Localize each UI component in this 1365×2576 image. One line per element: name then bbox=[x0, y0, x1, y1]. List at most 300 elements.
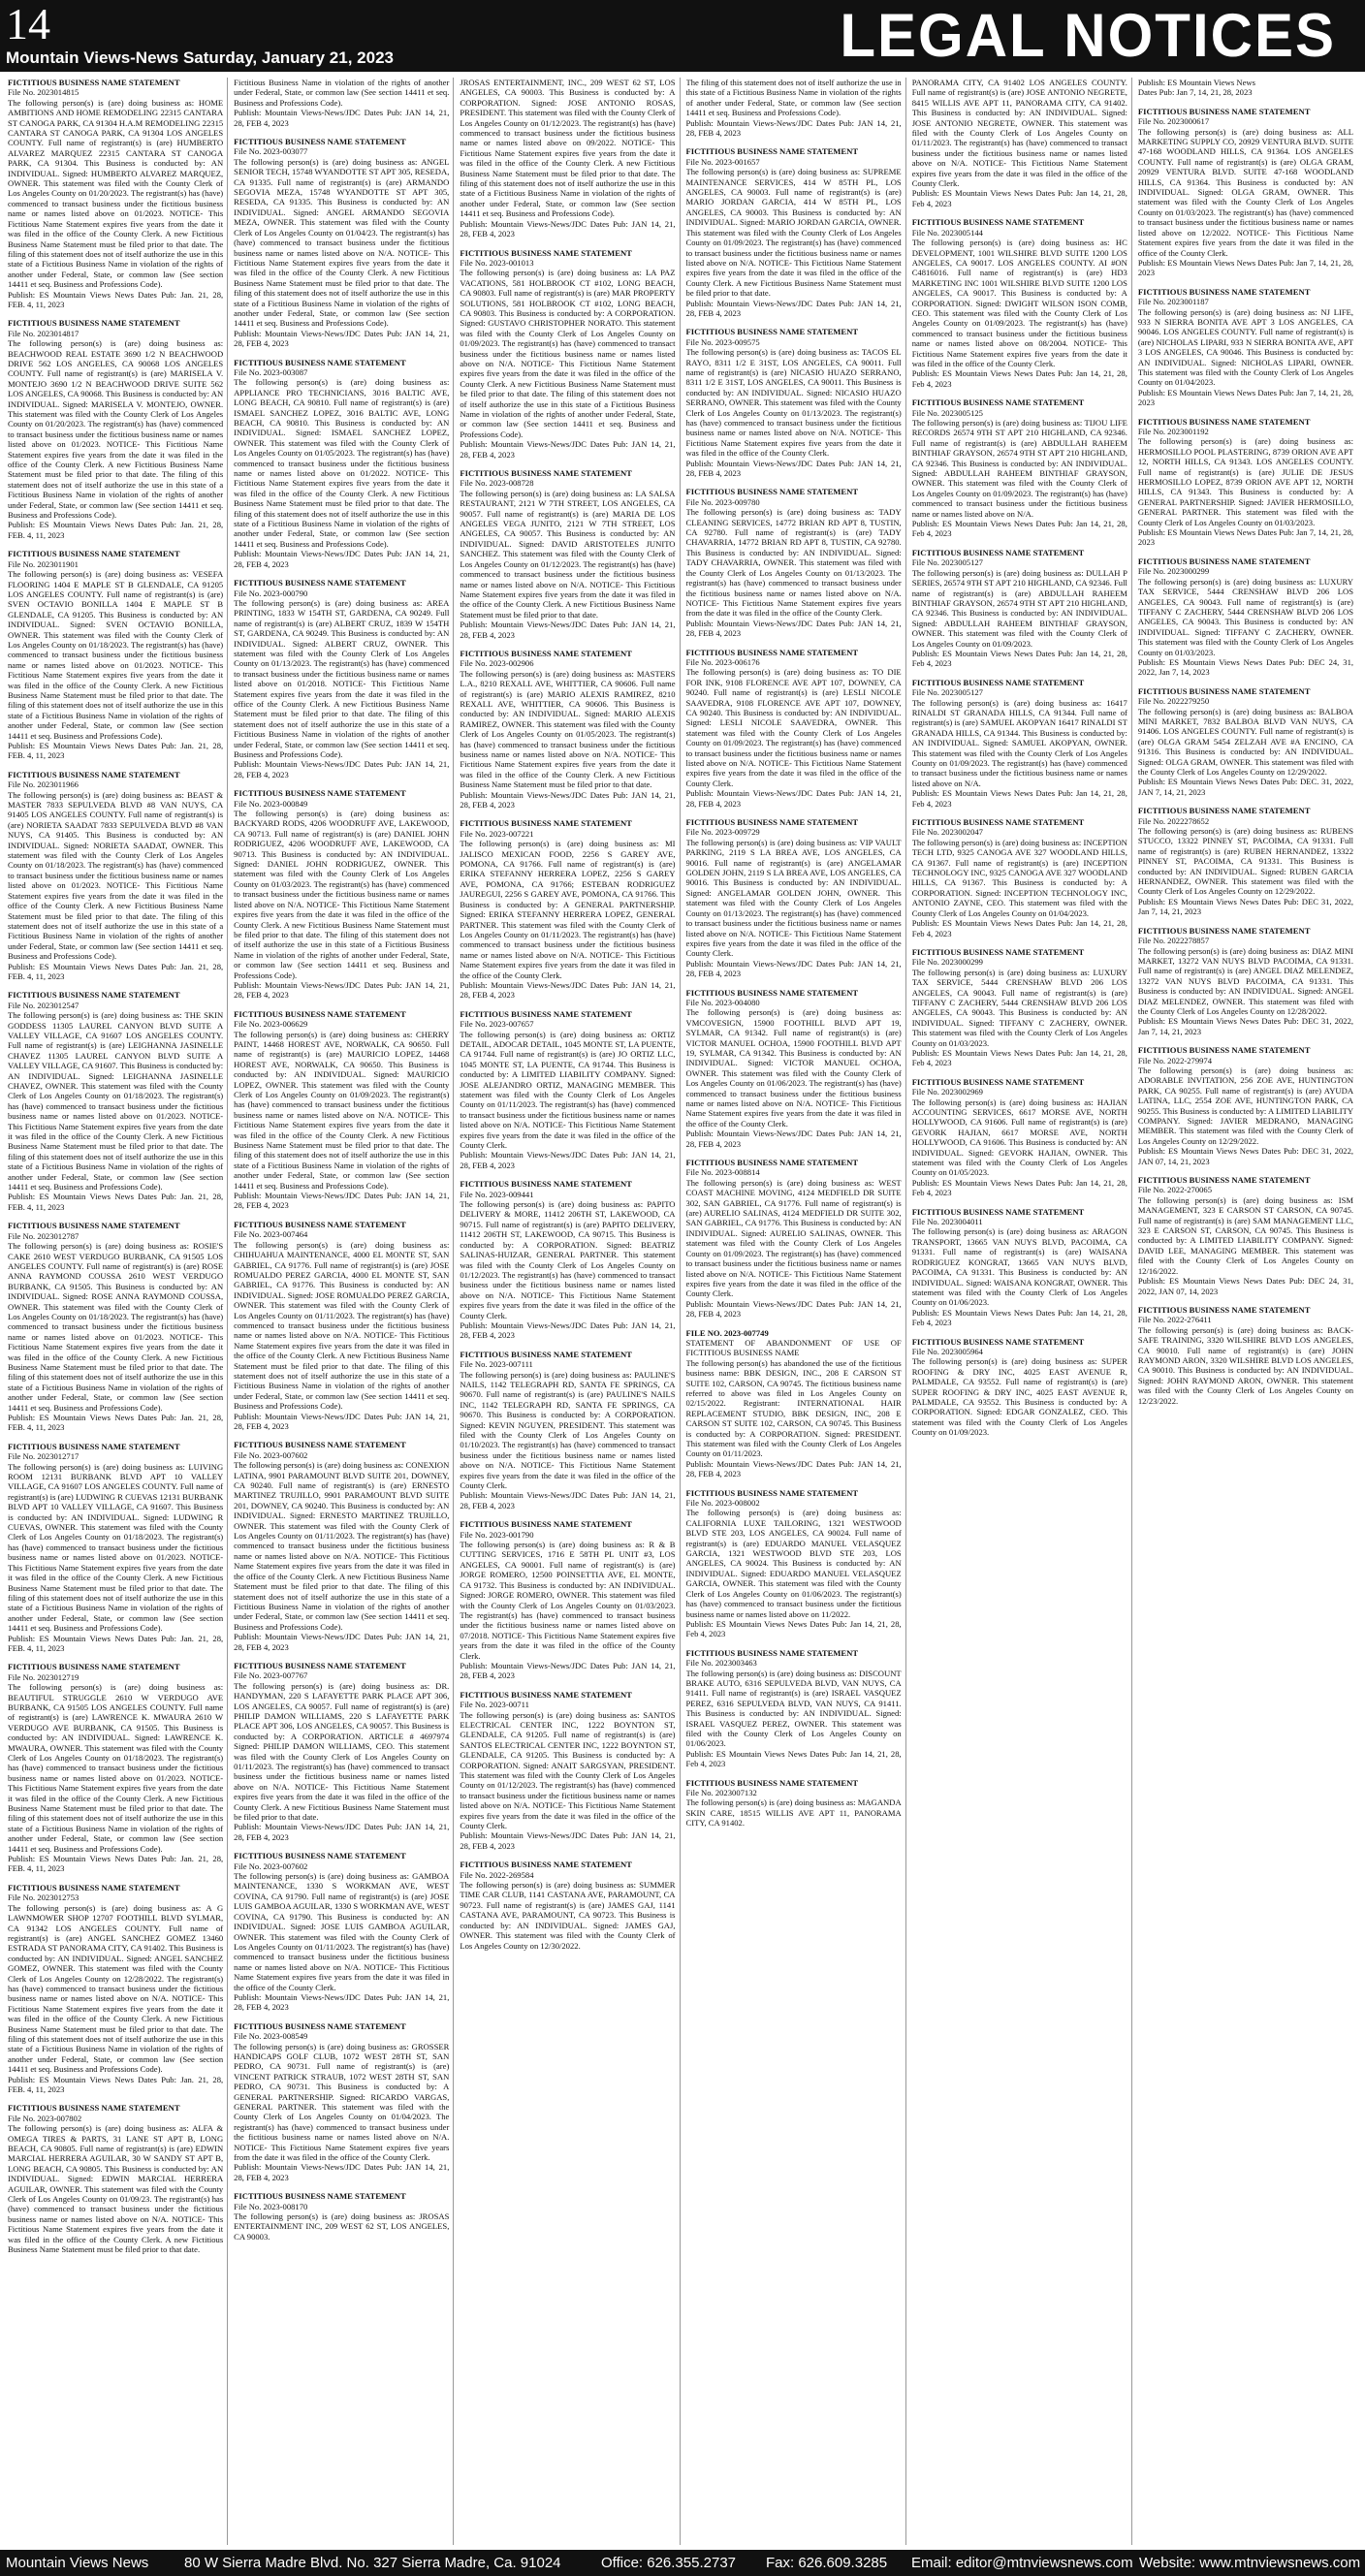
legal-notice bbox=[460, 1009, 675, 1171]
notice-file-number: File No. 2023002047 bbox=[911, 827, 983, 838]
notice-body: The following person(s) is (are) doing business as: MASTERS L.A., 8210 REXALL AVE, WHITTIER, CA 90606. Full name of registrant(s) is (are) MARIO ALEXIS RAMIREZ, 8210 REXALL AVE, WHITTIER, CA 90606. This Business is conducted by: AN INDIVIDUAL. Signed: MARIO ALEXIS RAMIREZ, OWNER. This statement was filed with the County Clerk of Los Angeles County on 01/05/2023. The registrant(s) has (have) commenced to transact business under the fictitious business name or names listed above on N/A. NOTICE- This Fictitious Name Statement expires five years from the date it was filed in the office of the County Clerk. A new Fictitious Business Name Statement must be filed prior to that date. bbox=[460, 668, 676, 790]
notice-heading: FICTITIOUS BUSINESS NAME STATEMENT bbox=[685, 1487, 859, 1498]
notice-heading: FICTITIOUS BUSINESS NAME STATEMENT bbox=[685, 1777, 859, 1788]
legal-notice bbox=[460, 1350, 675, 1511]
notice-file-number: File No. 2023-001013 bbox=[460, 257, 534, 268]
footer-office-phone: Office: 626.355.2737 bbox=[601, 2555, 736, 2571]
notice-heading: FICTITIOUS BUSINESS NAME STATEMENT bbox=[234, 1660, 406, 1670]
page-number: 14 bbox=[6, 0, 50, 48]
footer-paper-name: Mountain Views News bbox=[6, 2555, 149, 2571]
notice-heading: FICTITIOUS BUSINESS NAME STATEMENT bbox=[8, 318, 180, 329]
legal-notice bbox=[1138, 806, 1353, 916]
notice-publication: Publish: ES Mountain Views News Dates Pub: Jan 14, 21, 28, Feb 4, 2023 bbox=[911, 1307, 1127, 1328]
notice-body: The following person(s) is (are) doing business as: VESEFA FLOORING 1404 E MAPLE ST B GLENDALE, CA 91205 LOS ANGELES COUNTY. Full name of registrant(s) is (are) SVEN OCTAVIO BONILLA 1404 E MAPLE ST B GLENDALE, CA 91205. This Business is conducted by: AN INDIVIDUAL. Signed: SVEN OCTAVIO BONILLA, OWNER. This statement was filed with the County Clerk of Los Angeles County on 01/18/2023. The registrant(s) has (have) commenced to transact business under the fictitious business name or names listed above on 01/2023. NOTICE- This Fictitious Name Statement expires five years from the date it was filed in the office of the County Clerk. A new Fictitious Business Name Statement must be filed prior to that date. The filing of this statement does not of itself authorize the use in this state of a Fictitious Business Name in violation of the rights of another under Federal, State, or common law (See section 14411 et seq. Business and Professions Code). bbox=[8, 569, 224, 741]
notice-file-number: File No. 2023-007802 bbox=[8, 2113, 82, 2123]
notice-publication: Publish: Mountain Views-News/JDC Dates Pub: JAN 14, 21, 28, FEB 4, 2023 bbox=[460, 789, 676, 811]
notice-file-number: File No. 2023-008728 bbox=[460, 478, 534, 489]
legal-notice bbox=[686, 988, 902, 1150]
notice-publication: Publish: ES Mountain Views News Dates Pub: Jan. 21, 28, FEB. 4, 11, 2023 bbox=[8, 2074, 224, 2094]
notice-publication: Publish: ES Mountain Views News Dates Pub: Jan 14, 21, 28, Feb 4, 2023 bbox=[911, 368, 1127, 389]
notice-publication: Publish: Mountain Views-News/JDC Dates Pub: JAN 14, 21, 28, FEB 4, 2023 bbox=[234, 328, 450, 349]
notice-heading: FICTITIOUS BUSINESS NAME STATEMENT bbox=[1137, 1304, 1311, 1315]
footer-fax: Fax: 626.609.3285 bbox=[766, 2555, 888, 2571]
legal-notice bbox=[8, 1442, 223, 1654]
notice-heading: FICTITIOUS BUSINESS NAME STATEMENT bbox=[685, 487, 859, 497]
notice-file-number: File No. 2023-009729 bbox=[685, 827, 760, 838]
legal-notice bbox=[912, 678, 1127, 809]
notice-file-number: File No. 2023-008549 bbox=[234, 2031, 308, 2042]
notice-publication: Publish: Mountain Views-News/JDC Dates Pub: JAN 14, 21, 28, FEB 4, 2023 bbox=[685, 1458, 902, 1479]
notice-heading: FILE NO. 2023-007749 bbox=[685, 1327, 769, 1338]
legal-notice bbox=[912, 1077, 1127, 1198]
notice-heading: FICTITIOUS BUSINESS NAME STATEMENT bbox=[685, 1647, 859, 1658]
notice-body: The following person(s) is (are) doing business as: SUPER ROOFING & DRY INC, 4025 EAST AVENUE R, PALMDALE, CA 93552. Full name of registrant(s) is (are) SUPER ROOFING & DRY INC, 4025 EAST AVENUE R, PALMDALE, CA 93552. This Business is conducted by: A CORPORATION. Signed: EDGAR GONZALEZ, CEO. This statement was filed with the County Clerk of Los Angeles County on 01/09/2023. bbox=[911, 1356, 1127, 1438]
notice-publication: Publish: ES Mountain Views News Dates Pub: Jan 7, 14, 21, 28, 2023 bbox=[1137, 527, 1354, 548]
notice-publication: Publish: ES Mountain Views News Dates Pub: Jan 14, 21, 28, Feb 4, 2023 bbox=[911, 519, 1127, 539]
notice-body: The following person(s) is (are) doing business as: LUXURY TAX SERVICE, 5444 CRENSHAW BLVD 206 LOS ANGELES, CA 90043. Full name of registrant(s) is (are) TIFFANY C ZACHERY, 5444 CRENSHAW BLVD 206 LOS ANGELES, CA 90043. This Business is conducted by: AN INDIVIDUAL. Signed: TIFFANY C ZACHERY, OWNER. This statement was filed with the County Clerk of Los Angeles County on 01/03/2023. bbox=[911, 967, 1127, 1048]
notice-publication: Publish: Mountain Views-News/JDC Dates Pub: JAN 14, 21, 28, FEB 4, 2023 bbox=[685, 1298, 902, 1320]
notice-heading: FICTITIOUS BUSINESS NAME STATEMENT bbox=[1137, 1175, 1311, 1186]
notice-body: The following person(s) is (are) doing business as: TIJOU LIFE RECORDS 26574 9TH ST APT 210 HIGHLAND, CA 92346. Full name of registrant(s) is (are) ABDULLAH RAHEEM BINTHIAF GRAYSON, 26574 9TH ST APT 210 HIGHLAND, CA 92346. This Business is conducted by: AN INDIVIDUAL. Signed: ABDULLAH RAHEEM BINTHIAF GRAYSON, OWNER. This statement was filed with the County Clerk of Los Angeles County on 01/09/2023. The registrant(s) has (have) commenced to transact business under the fictitious business name or names listed above on N/A. bbox=[911, 418, 1127, 519]
notice-publication: Publish: ES Mountain Views News Dates Pub: DEC 24, 31, 2022, JAN 07, 14, 2023 bbox=[1137, 1276, 1354, 1296]
notice-column bbox=[912, 78, 1132, 2545]
notice-publication: Publish: Mountain Views-News/JDC Dates Pub: JAN 14, 21, 28, FEB 4, 2023 bbox=[234, 979, 450, 1001]
notice-heading: FICTITIOUS BUSINESS NAME STATEMENT bbox=[8, 2103, 180, 2114]
notice-heading: FICTITIOUS BUSINESS NAME STATEMENT bbox=[460, 1519, 632, 1530]
notice-body: The following person(s) is (are) doing business as: GROSSER HANDICAPS GOLF CLUB, 1072 WEST 28TH ST, SAN PEDRO, CA 90731. Full name of registrant(s) is (are) VINCENT PATRICK STRAUB, 1072 WEST 28TH ST, SAN PEDRO, CA 90731. This Business is conducted by: A GENERAL PARTNERSHIP. Signed: RICARDO VARGAS, GENERAL PARTNER. This statement was filed with the County Clerk of Los Angeles County on 01/04/2023. The registrant(s) has (have) commenced to transact business under the fictitious business name or names listed above on N/A. NOTICE- This Fictitious Name Statement expires five years from the date it was filed in the office of the County Clerk. bbox=[234, 2041, 450, 2163]
legal-notice bbox=[460, 1860, 675, 1951]
legal-notice bbox=[686, 78, 902, 138]
notice-body: The following person(s) is (are) doing business as: SUMMER TIME CAR CLUB, 1141 CASTANA AVE, PARAMOUNT, CA 90723. Full name of registrant(s) is (are) JAMES GAJ, 1141 CASTANA AVE, PARAMOUNT, CA 90723. This Business is conducted by: AN INDIVIDUAL. Signed: JAMES GAJ, OWNER. This statement was filed with the County Clerk of Los Angeles County on 12/30/2022. bbox=[460, 1880, 676, 1951]
page-footer bbox=[0, 2550, 1365, 2576]
legal-notice bbox=[1138, 1045, 1353, 1166]
notice-file-number: File No. 2022278857 bbox=[1137, 936, 1210, 946]
notice-heading: FICTITIOUS BUSINESS NAME STATEMENT bbox=[8, 1441, 180, 1451]
notice-file-number: File No. 2023-008002 bbox=[685, 1498, 760, 1509]
notice-file-number: File No. 2023-007602 bbox=[234, 1860, 308, 1871]
notice-publication: Publish: Mountain Views-News/JDC Dates Pub: JAN 14, 21, 28, FEB 4, 2023 bbox=[460, 1830, 676, 1851]
legal-notice bbox=[912, 548, 1127, 669]
notice-file-number: File No. 2023012717 bbox=[8, 1451, 79, 1462]
legal-notice bbox=[234, 1661, 449, 1842]
notice-publication: Publish: ES Mountain Views News Dates Pub: Jan. 21, 28, FEB. 4, 11, 2023 bbox=[8, 520, 224, 540]
notice-columns bbox=[8, 78, 1357, 2545]
notice-file-number: File No. 2023012753 bbox=[8, 1892, 79, 1903]
legal-notice bbox=[234, 578, 449, 779]
notice-body: The following person(s) is (are) doing business as: APPLIANCE PRO TECHNICIANS, 3016 BALTIC AVE, LONG BEACH, CA 90810. Full name of registrant(s) is (are) ISMAEL SANCHEZ LOPEZ, 3016 BALTIC AVE, LONG BEACH, CA 90810. This Business is conducted by: AN INDIVIDUAL. Signed: ISMAEL SANCHEZ LOPEZ, OWNER. This statement was filed with the County Clerk of Los Angeles County on 01/05/2023. The registrant(s) has (have) commenced to transact business under the fictitious business name or names listed above on 01/2022. NOTICE- This Fictitious Name Statement expires five years from the date it was filed in the office of the County Clerk. A new Fictitious Business Name Statement must be filed prior to that date. The filing of this statement does not of itself authorize the use in this state of a Fictitious Business Name in violation of the rights of another under Federal, State, or common law (See section 14411 et seq. Business and Professions Code). bbox=[234, 377, 450, 549]
notice-heading: FICTITIOUS BUSINESS NAME STATEMENT bbox=[460, 1860, 632, 1870]
legal-notice bbox=[234, 1220, 449, 1432]
notice-file-number: File No. 2023005127 bbox=[911, 687, 983, 698]
legal-notice bbox=[8, 2103, 223, 2254]
notice-publication: Publish: Mountain Views-News/JDC Dates Pub: JAN 14, 21, 28, FEB 4, 2023 bbox=[685, 1129, 902, 1149]
notice-heading: FICTITIOUS BUSINESS NAME STATEMENT bbox=[1137, 806, 1311, 816]
notice-body: The following person(s) is (are) doing business as: BALBOA MINI MARKET, 7832 BALBOA BLVD VAN NUYS, CA 91406. LOS ANGELES COUNTY. Full name of registrant(s) is (are) OLGA GRAM 5454 ZELZAH AVE #A ENCINO, CA 91316. This Business is conducted by: AN INDIVIDUAL. Signed: OLGA GRAM, OWNER. This statement was filed with the County Clerk of Los Angeles County on 12/29/2022. bbox=[1137, 706, 1354, 777]
notice-body: The following person(s) is (are) doing business as: ADORABLE INVITATION, 256 ZOE AVE, HUNTINGTON PARK, CA 90255. Full name of registrant(s) is (are) AYUDA LATINA, LLC, 2554 ZOE AVE, HUNTINGTON PARK, CA 90255. This Business is conducted by: A LIMITED LIABILITY COMPANY. Signed: JAVIER MEDRANO, MANAGING MEMBER. This statement was filed with the County Clerk of Los Angeles County on 12/29/2022. bbox=[1137, 1065, 1354, 1146]
notice-file-number: File No. 2023-006176 bbox=[685, 656, 760, 667]
notice-body: The following person(s) is (are) doing business as: ANGEL SENIOR TECH, 15748 WYANDOTTE ST APT 305, RESEDA, CA 91335. Full name of registrant(s) is (are) ARMANDO SEGOVIA MEZA, 15748 WYANDOTTE ST APT 305, RESEDA, CA 91335. This Business is conducted by: AN INDIVIDUAL. Signed: ANGEL ARMANDO SEGOVIA MEZA, OWNER. This statement was filed with the County Clerk of Los Angeles County on 01/04/23. The registrant(s) has (have) commenced to transact business under the fictitious business name or names listed above on N/A. NOTICE- This Fictitious Name Statement expires five years from the date it was filed in the office of the County Clerk. A new Fictitious Business Name Statement must be filed prior to that date. The filing of this statement does not of itself authorize the use in this state of a Fictitious Business Name in violation of the rights of another under Federal, State, or common law (See section 14411 et seq. Business and Professions Code). bbox=[234, 156, 450, 329]
notice-file-number: File No. 2023-009441 bbox=[460, 1189, 534, 1199]
notice-body: The following person(s) is (are) doing business as: BEACHWOOD REAL ESTATE 3690 1/2 N BEACHWOOD DRIVE 562 LOS ANGELES, CA 90068 LOS ANGELES COUNTY. Full name of registrant(s) is (are) MARISELA V. MONTEJO 3690 1/2 N BEACHWOOD DRIVE SUITE 562 LOS ANGELES, CA 90068. This Business is conducted by: AN INDIVIDUAL. Signed: MARISELA V. MONTEJO, OWNER. This statement was filed with the County Clerk of Los Angeles County on 01/20/2023. The registrant(s) has (have) commenced to transact business under the fictitious business name or names listed above on 01/2023. NOTICE- This Fictitious Name Statement expires five years from the date it was filed in the office of the County Clerk. A new Fictitious Business Name Statement must be filed prior to that date. The filing of this statement does not of itself authorize the use in this state of a Fictitious Business Name in violation of the rights of another under Federal, State, or common law (See section 14411 et seq. Business and Professions Code). bbox=[8, 338, 224, 521]
notice-heading: FICTITIOUS BUSINESS NAME STATEMENT bbox=[1137, 925, 1311, 936]
notice-file-number: File No. 2023-002906 bbox=[460, 658, 534, 669]
notice-heading: FICTITIOUS BUSINESS NAME STATEMENT bbox=[8, 1221, 180, 1231]
notice-body: The following person(s) is (are) doing business as: CHERRY PAINT, 14468 HOREST AVE, NORWALK, CA 90650. Full name of registrant(s) is (are) MAURICIO LOPEZ, 14468 HOREST AVE, NORWALK, CA 90650. This Business is conducted by: AN INDIVIDUAL. Signed: MAURICIO LOPEZ, OWNER. This statement was filed with the County Clerk of Los Angeles County on 01/09/2023. The registrant(s) has (have) commenced to transact business under the fictitious business name or names listed above on N/A. NOTICE- This Fictitious Name Statement expires five years from the date it was filed in the office of the County Clerk. A new Fictitious Business Name Statement must be filed prior to that date. The filing of this statement does not of itself authorize the use in this state of a Fictitious Business Name in violation of the rights of another under Federal, State, or common law (See section 14411 et seq. Business and Professions Code). bbox=[234, 1029, 450, 1191]
notice-body: The following person(s) is (are) doing business as: ORTIZ DETAIL, ADOCAR DETAIL, 1045 MONTE ST, LA PUENTE, CA 91744. Full name of registrant(s) is (are) JO ORTIZ LLC, 1045 MONTE ST, LA PUENTE, CA 91744. This Business is conducted by: A LIMITED LIABILITY COMPANY. Signed: JOSE ALEJANDRO ORTIZ, MANAGING MEMBER. This statement was filed with the County Clerk of Los Angeles County on 01/11/2023. The registrant(s) has (have) commenced to transact business under the fictitious business name or names listed above on N/A. NOTICE- This Fictitious Name Statement expires five years from the date it was filed in the office of the County Clerk. bbox=[460, 1029, 676, 1151]
notice-body: The following person(s) is (are) doing business as: HOME AMBITIONS AND HOME REMODELING 22315 CANTARA ST CANOGA PARK, CA 91304 H.A.M REMODELING 22315 CANTARA ST CANOGA PARK, CA 91304 LOS ANGELES COUNTY. Full name of registrant(s) is (are) HUMBERTO ALVAREZ MARQUEZ 22315 CANTARA ST CANOGA PARK, CA 91304. This Business is conducted by: AN INDIVIDUAL. Signed: HUMBERTO ALVAREZ MARQUEZ, OWNER. This statement was filed with the County Clerk of Los Angeles County on 01/20/2023. The registrant(s) has (have) commenced to transact business under the fictitious business name or names listed above on 01/2023. NOTICE- This Fictitious Name Statement expires five years from the date it was filed in the office of the County Clerk. A new Fictitious Business Name Statement must be filed prior to that date. The filing of this statement does not of itself authorize the use in this state of a Fictitious Business Name in violation of the rights of another under Federal, State, or common law (See section 14411 et seq. Business and Professions Code). bbox=[8, 97, 224, 290]
legal-notice bbox=[686, 487, 902, 638]
notice-file-number: File No. 2023000617 bbox=[1137, 116, 1210, 127]
footer-email[interactable]: Email: editor@mtnviewsnews.com bbox=[911, 2555, 1133, 2571]
notice-heading: FICTITIOUS BUSINESS NAME STATEMENT bbox=[911, 1076, 1085, 1087]
notice-file-number: File No. 2023-007657 bbox=[460, 1019, 534, 1030]
notice-file-number: File No. 2023002969 bbox=[911, 1087, 983, 1097]
notice-body: The following person(s) is (are) doing business as: LA SALSA RESTAURANT, 2121 W 7TH STREET, LOS ANGELES, CA 90057. Full name of registrant(s) is (are) MARIA DE LOS ANGELES VEGA JUNITO, 2121 W 7TH STREET, LOS ANGELES, CA 90057. This Business is conducted by: AN INDIVIDUAL. Signed: DAVID ARISTOTELES JUNITO SANCHEZ. This statement was filed with the County Clerk of Los Angeles County on 01/12/2023. The registrant(s) has (have) commenced to transact business under the fictitious business name or names listed above on N/A. NOTICE- This Fictitious Name Statement expires five years from the date it was filed in the office of the County Clerk. A new Fictitious Business Name Statement must be filed prior to that date. bbox=[460, 488, 676, 620]
legal-notice bbox=[234, 1009, 449, 1211]
notice-body: The following person(s) is (are) doing business as: SANTOS ELECTRICAL CENTER INC, 1222 BOYNTON ST, GLENDALE, CA 91205. Full name of registrant(s) is (are) SANTOS ELECTRICAL CENTER INC, 1222 BOYNTON ST, GLENDALE, CA 91205. This Business is conducted by: A CORPORATION. Signed: ANAIT SARGSYAN, PRESIDENT. This statement was filed with the County Clerk of Los Angeles County on 01/12/2023. The registrant(s) has (have) commenced to transact business under the fictitious business name or names listed above on N/A. NOTICE- This Fictitious Name Statement expires five years from the date it was filed in the office of the County Clerk. bbox=[460, 1709, 676, 1831]
notice-publication: Publish: ES Mountain Views News Dates Pub: Jan. 21, 28, FEB. 4, 11, 2023 bbox=[8, 1633, 224, 1653]
legal-notice bbox=[8, 990, 223, 1212]
notice-publication: Publish: Mountain Views-News/JDC Dates Pub: JAN 14, 21, 28, FEB 4, 2023 bbox=[234, 2162, 450, 2182]
notice-body: The following person(s) is (are) doing business as: TADY CLEANING SERVICES, 14772 BRIAN RD APT 8, TUSTIN, CA 92780. Full name of registrant(s) is (are) TADY CHAVARRIA, 14772 BRIAN RD APT 8, TUSTIN, CA 92780. This Business is conducted by: AN INDIVIDUAL. Signed: TADY CHAVARRIA, OWNER. This statement was filed with the County Clerk of Los Angeles County on 01/13/2023. The registrant(s) has (have) commenced to transact business under the fictitious business name or names listed above on N/A. NOTICE- This Fictitious Name Statement expires five years from the date it was filed in the office of the County Clerk. bbox=[685, 507, 902, 619]
legal-notice bbox=[686, 1328, 902, 1479]
notice-heading: FICTITIOUS BUSINESS NAME STATEMENT bbox=[911, 677, 1085, 687]
notice-heading: FICTITIOUS BUSINESS NAME STATEMENT bbox=[911, 1336, 1085, 1347]
legal-notice bbox=[8, 78, 223, 309]
notice-heading: FICTITIOUS BUSINESS NAME STATEMENT bbox=[8, 1882, 180, 1892]
legal-notice bbox=[686, 146, 902, 318]
legal-notice bbox=[912, 817, 1127, 938]
legal-notice bbox=[234, 2191, 449, 2242]
notice-body: JROSAS ENTERTAINMENT, INC., 209 WEST 62 ST, LOS ANGELES, CA 90003. This Business is conducted by: A CORPORATION. Signed: JOSE ANTONIO ROSAS, PRESIDENT. This statement was filed with the County Clerk of Los Angeles County on 01/12/2023. The registrant(s) has (have) commenced to transact business under the fictitious business name or names listed above on 09/2022. NOTICE- This Fictitious Name Statement expires five years from the date it was filed in the office of the County Clerk. A new Fictitious Business Name Statement must be filed prior to that date. The filing of this statement does not of itself authorize the use in this state of a Fictitious Business Name in violation of the rights of another under Federal, State, or common law (See section 14411 et seq. Business and Professions Code). bbox=[460, 78, 676, 219]
legal-notice bbox=[686, 1158, 902, 1320]
notice-body: The following person(s) is (are) doing business as: TO DIE FOR INK, 9108 FLORENCE AVE APT 107, DOWNEY, CA 90240. Full name of registrant(s) is (are) LESLI NICOLE SAAVEDRA, 9108 FLORENCE AVE APT 107, DOWNEY, CA 90240. This Business is conducted by: AN INDIVIDUAL. Signed: LESLI NICOLE SAAVEDRA, OWNER. This statement was filed with the County Clerk of Los Angeles County on 01/09/2023. The registrant(s) has (have) commenced to transact business under the fictitious business name or names listed above on N/A. NOTICE- This Fictitious Name Statement expires five years from the date it was filed in the office of the County Clerk. bbox=[685, 667, 902, 788]
legal-notice bbox=[8, 549, 223, 761]
notice-body: The following person(s) has abandoned the use of the fictitious business name: BBK DESIGN, INC., 208 E CARSON ST SUITE 102, CARSON, CA 90745. The fictitious business name referred to above was filed in Los Angeles County on 02/15/2022. Registrant: INTERNATIONAL HAIR REPLACEMENT STUDIO, BBK DESIGN, INC, 208 E CARSON ST SUITE 102, CARSON, CA 90745. This Business is conducted by: A CORPORATION. Signed: PRESIDENT. This statement was filed with the County Clerk of Los Angeles County on 01/11/2023. bbox=[685, 1357, 902, 1459]
legal-notice bbox=[1138, 417, 1353, 548]
notice-publication: Publish: Mountain Views-News/JDC Dates Pub: JAN 14, 21, 28, FEB 4, 2023 bbox=[460, 218, 676, 239]
page-header bbox=[0, 0, 1365, 72]
notice-publication: Publish: Mountain Views-News/JDC Dates Pub: JAN 14, 21, 28, FEB 4, 2023 bbox=[460, 1660, 676, 1681]
notice-file-number: File No. 2023-003077 bbox=[234, 146, 308, 157]
notice-body: The following person(s) is (are) doing business as: PAULINE'S NAILS, 1142 TELEGRAPH RD, SANTA FE SPRINGS, CA 90670. Full name of registrant(s) is (are) PAULINE'S NAILS INC, 1142 TELEGRAPH RD, SANTA FE SPRINGS, CA 90670. This Business is conducted by: A CORPORATION. Signed: KEVIN NGUYEN, PRESIDENT. This statement was filed with the County Clerk of Los Angeles County on 01/10/2023. The registrant(s) has (have) commenced to transact business under the fictitious business name or names listed above on N/A. NOTICE- This Fictitious Name Statement expires five years from the date it was filed in the office of the County Clerk. bbox=[460, 1369, 676, 1491]
legal-notice bbox=[686, 1778, 902, 1829]
notice-file-number: File No. 2023005964 bbox=[911, 1346, 983, 1356]
footer-website[interactable]: Website: www.mtnviewsnews.com bbox=[1139, 2555, 1361, 2571]
notice-publication: Publish: Mountain Views-News/JDC Dates Pub: JAN 14, 21, 28, FEB 4, 2023 bbox=[234, 108, 450, 128]
notice-file-number: File No. 2022-279974 bbox=[1137, 1055, 1213, 1065]
notice-body: The following person(s) is (are) doing business as: THE SKIN GODDESS 11305 LAUREL CANYON BLVD SUITE A VALLEY VILLAGE, CA 91607 LOS ANGELES COUNTY. Full name of registrant(s) is (are) LEIGHANNA JASINELLE CHAVEZ 11305 LAUREL CANYON BLVD SUITE A VALLEY VILLAGE, CA 91607. This Business is conducted by: AN INDIVIDUAL. Signed: LEIGHANNA JASINELLE CHAVEZ, OWNER. This statement was filed with the County Clerk of Los Angeles County on 01/18/2023. The registrant(s) has (have) commenced to transact business under the fictitious business name or names listed above on 01/2023. NOTICE- This Fictitious Name Statement expires five years from the date it was filed in the office of the County Clerk. A new Fictitious Business Name Statement must be filed prior to that date. The filing of this statement does not of itself authorize the use in this state of a Fictitious Business Name in violation of the rights of another under Federal, State, or common law (See section 14411 et seq. Business and Professions Code). bbox=[8, 1010, 224, 1193]
legal-notice bbox=[234, 788, 449, 1001]
legal-notice bbox=[912, 398, 1127, 539]
legal-notice bbox=[686, 817, 902, 979]
legal-notice bbox=[686, 1488, 902, 1639]
legal-notice bbox=[1138, 107, 1353, 278]
notice-body: The following person(s) is (are) doing business as: AREA PRINTING, 1833 W 154TH ST, GARDENA, CA 90249. Full name of registrant(s) is (are) ALBERT CRUZ, 1839 W 154TH ST, GARDENA, CA 90249. This Business is conducted by: AN INDIVIDUAL. Signed: ALBERT CRUZ, OWNER. This statement was filed with the County Clerk of Los Angeles County on 01/13/2023. The registrant(s) has (have) commenced to transact business under the fictitious business name or names listed above on 01/2018. NOTICE- This Fictitious Name Statement expires five years from the date it was filed in the office of the County Clerk. A new Fictitious Business Name Statement must be filed prior to that date. The filing of this statement does not of itself authorize the use in this state of a Fictitious Business Name in violation of the rights of another under Federal, State, or common law (See section 14411 et seq. Business and Professions Code). bbox=[234, 597, 450, 759]
notice-file-number: File No. 2023012719 bbox=[8, 1671, 79, 1682]
notice-publication: Publish: ES Mountain Views News Dates Pub: DEC 24, 31, 2022, Jan 7, 14, 2023 bbox=[1137, 656, 1354, 678]
footer-address: 80 W Sierra Madre Blvd. No. 327 Sierra Madre, Ca. 91024 bbox=[184, 2555, 561, 2571]
notice-heading: FICTITIOUS BUSINESS NAME STATEMENT bbox=[460, 1689, 632, 1700]
notice-body: The following person(s) is (are) doing business as: LUXURY TAX SERVICE, 5444 CRENSHAW BLVD 206 LOS ANGELES, CA 90043. Full name of registrant(s) is (are) TIFFANY C ZACHERY, 5444 CRENSHAW BLVD 206 LOS ANGELES, CA 90043. This Business is conducted by: AN INDIVIDUAL. Signed: TIFFANY C ZACHERY, OWNER. This statement was filed with the County Clerk of Los Angeles County on 01/03/2023. bbox=[1137, 576, 1354, 657]
notice-file-number: File No. 2023005144 bbox=[911, 227, 983, 238]
notice-heading: FICTITIOUS BUSINESS NAME STATEMENT bbox=[911, 547, 1085, 557]
legal-notice bbox=[460, 818, 675, 1000]
notice-publication: Publish: Mountain Views-News/JDC Dates Pub: JAN 14, 21, 28, FEB 4, 2023 bbox=[460, 1320, 676, 1341]
notice-heading: FICTITIOUS BUSINESS NAME STATEMENT bbox=[234, 357, 406, 367]
notice-publication: Publish: ES Mountain Views News Dates Pub: Jan 14, 21, 28, Feb 4, 2023 bbox=[911, 188, 1127, 208]
notice-publication: Publish: ES Mountain Views News Dates Pub: DEC. 31, 2022, JAN 7, 14, 21, 2023 bbox=[1137, 777, 1354, 797]
notice-body: The following person(s) is (are) doing business as: DIAZ MINI MARKET, 13272 VAN NUYS BLVD PACOIMA, CA 91331. Full name of registrant(s) is (are) ANGEL DIAZ MELENDEZ, 13272 VAN NUYS BLVD PACOIMA, CA 91331. This Business is conducted by: AN INDIVIDUAL. Signed: ANGEL DIAZ MELENDEZ, OWNER. This statement was filed with the County Clerk of Los Angeles County on 12/28/2022. bbox=[1137, 945, 1354, 1016]
notice-publication: Publish: Mountain Views-News/JDC Dates Pub: JAN 14, 21, 28, FEB 4, 2023 bbox=[685, 117, 902, 139]
notice-publication: Publish: Mountain Views-News/JDC Dates Pub: JAN 14, 21, 28, FEB 4, 2023 bbox=[234, 759, 450, 779]
notice-body: PANORAMA CITY, CA 91402 LOS ANGELES COUNTY. Full name of registrant(s) is (are) JOSE ANTONIO NEGRETE, 8415 WILLIS AVE APT 11, PANORAMA CITY, CA 91402. This Business is conducted by: AN INDIVIDUAL. Signed: JOSE ANTONIO NEGRETE, OWNER. This statement was filed with the County Clerk of Los Angeles County on 01/11/2023. The registrant(s) has (have) commenced to transact business under the fictitious business name or names listed above on N/A. NOTICE- This Fictitious Name Statement expires five years from the date it was filed in the office of the County Clerk. bbox=[911, 78, 1127, 189]
notice-body: The following person(s) is (are) doing business as: ISM MANAGEMENT, 323 E CARSON ST CARSON, CA 90745. Full name of registrant(s) is (are) SAM MANAGEMENT LLC, 323 E CARSON ST, CARSON, CA 90745. This Business is conducted by: A LIMITED LIABILITY COMPANY. Signed: DAVID LEE, MANAGING MEMBER. This statement was filed with the County Clerk of Los Angeles County on 12/16/2022. bbox=[1137, 1194, 1354, 1276]
notice-publication: Publish: ES Mountain Views News Dates Pub: Jan. 21, 28, FEB. 4, 11, 2023 bbox=[8, 1192, 224, 1212]
notice-publication: Publish: ES Mountain Views News Dates Pub: Jan. 21, 28, FEB. 4, 11, 2023 bbox=[8, 1854, 224, 1874]
notice-heading: FICTITIOUS BUSINESS NAME STATEMENT bbox=[911, 1206, 1085, 1217]
notice-publication: Publish: ES Mountain Views News Dates Pub: Jan. 21, 28, FEB. 4, 11, 2023 bbox=[8, 1413, 224, 1433]
notice-heading: FICTITIOUS BUSINESS NAME STATEMENT bbox=[234, 137, 406, 147]
legal-notice bbox=[1138, 686, 1353, 797]
notice-file-number: File No. 2023-006629 bbox=[234, 1019, 308, 1030]
legal-notice bbox=[234, 2021, 449, 2183]
notice-file-number: File No. 2023-001657 bbox=[685, 156, 760, 167]
legal-notice bbox=[234, 137, 449, 349]
notice-file-number: File No. 2023-000849 bbox=[234, 798, 308, 809]
notice-body: The following person(s) is (are) doing business as: MAGANDA SKIN CARE, 18515 WILLIS AVE APT 11, PANORAMA CITY, CA 91402. bbox=[685, 1797, 902, 1829]
notice-file-number: File No. 2022-269584 bbox=[460, 1869, 534, 1880]
notice-heading: FICTITIOUS BUSINESS NAME STATEMENT bbox=[234, 1851, 406, 1861]
section-title: LEGAL NOTICES bbox=[840, 1, 1336, 70]
notice-heading: FICTITIOUS BUSINESS NAME STATEMENT bbox=[685, 146, 859, 157]
notice-heading: FICTITIOUS BUSINESS NAME STATEMENT bbox=[1137, 685, 1311, 696]
notice-file-number: File No. 2023014815 bbox=[8, 87, 79, 98]
notice-body: The following person(s) is (are) doing business as: CALIFORNIA LUXE TAILORING, 1321 WESTWOOD BLVD STE 203, LOS ANGELES, CA 90024. Full name of registrant(s) is (are) EDUARDO MANUEL VELASQUEZ GARCIA, 1321 WESTWOOD BLVD STE 203, LOS ANGELES, CA 90024. This Business is conducted by: AN INDIVIDUAL. Signed: EDUARDO MANUEL VELASQUEZ GARCIA, OWNER. This statement was filed with the County Clerk of Los Angeles County on 01/06/2023. The registrant(s) has (have) commenced to transact business under the fictitious business name or names listed above on 11/2022. bbox=[685, 1508, 902, 1619]
notice-publication: Publish: ES Mountain Views News Dates Pub: Jan 14, 21, 28, Feb 4, 2023 bbox=[911, 788, 1127, 809]
notice-file-number: File No. 2023005125 bbox=[911, 407, 983, 418]
legal-notice bbox=[912, 217, 1127, 389]
notice-heading: FICTITIOUS BUSINESS NAME STATEMENT bbox=[1137, 556, 1311, 566]
notice-publication: Publish: ES Mountain Views News Dates Pub: Jan 14, 21, 28, Feb 4, 2023 bbox=[911, 918, 1127, 938]
notice-body: The following person(s) is (are) doing business as: BEAST & MASTER 7833 SEPULVEDA BLVD #8 VAN NUYS, CA 91405 LOS ANGELES COUNTY. Full name of registrant(s) is (are) NORIETA SAADAT 7833 SEPULVEDA BLVD #8 VAN NUYS, CA 91405. This Business is conducted by: AN INDIVIDUAL. Signed: NORIETA SAADAT, OWNER. This statement was filed with the County Clerk of Los Angeles County on 01/18/2023. The registrant(s) has (have) commenced to transact business under the fictitious business name or names listed above on 01/2023. NOTICE- This Fictitious Name Statement expires five years from the date it was filed in the office of the County Clerk. A new Fictitious Business Name Statement must be filed prior to that date. The filing of this statement does not of itself authorize the use in this state of a Fictitious Business Name in violation of the rights of another under Federal, State, or common law (See section 14411 et seq. Business and Professions Code). bbox=[8, 789, 224, 962]
legal-notice bbox=[1138, 78, 1353, 98]
notice-heading: FICTITIOUS BUSINESS NAME STATEMENT bbox=[234, 2020, 406, 2031]
notice-body: The following person(s) is (are) doing business as: CONEXION LATINA, 9901 PARAMOUNT BLVD SUITE 201, DOWNEY, CA 90240. Full name of registrant(s) is (are) ERNESTO MARTINEZ TRUJILLO, 9901 PARAMOUNT BLVD SUITE 201, DOWNEY, CA 90240. This Business is conducted by: AN INDIVIDUAL. Signed: ERNESTO MARTINEZ TRUJILLO, OWNER. This statement was filed with the County Clerk of Los Angeles County on 01/11/2023. The registrant(s) has (have) commenced to transact business under the fictitious business name or names listed above on N/A. NOTICE- This Fictitious Name Statement expires five years from the date it was filed in the office of the County Clerk. A new Fictitious Business Name Statement must be filed prior to that date. The filing of this statement does not of itself authorize the use in this state of a Fictitious Business Name in violation of the rights of another under Federal, State, or common law (See section 14411 et seq. Business and Professions Code). bbox=[234, 1460, 450, 1632]
notice-file-number: File No. 2023004011 bbox=[911, 1217, 983, 1227]
notice-heading: FICTITIOUS BUSINESS NAME STATEMENT bbox=[8, 769, 180, 779]
notice-heading: FICTITIOUS BUSINESS NAME STATEMENT bbox=[460, 468, 632, 479]
notice-publication: Publish: Mountain Views-News/JDC Dates Pub: JAN 14, 21, 28, FEB 4, 2023 bbox=[234, 1411, 450, 1431]
notice-heading: FICTITIOUS BUSINESS NAME STATEMENT bbox=[1137, 286, 1311, 297]
notice-body: Fictitious Business Name in violation of the rights of another under Federal, State, or common law (See section 14411 et seq. Business and Professions Code). bbox=[234, 78, 450, 108]
notice-file-number: File No. 2023-009575 bbox=[685, 336, 760, 347]
notice-column bbox=[460, 78, 680, 2545]
notice-publication: Publish: Mountain Views-News/JDC Dates Pub: JAN 14, 21, 28, FEB 4, 2023 bbox=[460, 439, 676, 460]
notice-body: The following person(s) is (are) doing business as: WEST COAST MACHINE MOVING, 4124 MEDFIELD DR SUITE 302, SAN GABRIEL, CA 91776. Full name of registrant(s) is (are) AURELIO SALINAS, 4124 MEDFIELD DR SUITE 302, SAN GABRIEL, CA 91776. This Business is conducted by: AN INDIVIDUAL. Signed: AURELIO SALINAS, OWNER. This statement was filed with the County Clerk of Los Angeles County on 01/09/2023. The registrant(s) has (have) commenced to transact business under the fictitious business name or names listed above on N/A. NOTICE- This Fictitious Name Statement expires five years from the date it was filed in the office of the County Clerk. bbox=[685, 1177, 902, 1299]
notice-publication: Publish: Mountain Views-News/JDC Dates Pub: JAN 14, 21, 28, FEB 4, 2023 bbox=[234, 549, 450, 569]
notice-file-number: File No. 2023-00711 bbox=[460, 1700, 529, 1710]
notice-body: The following person(s) is (are) doing business as: LA PAZ VACATIONS, 581 HOLBROOK CT #102, LONG BEACH, CA 90803. Full name of registrant(s) is (are) MAR PROPERTY SOLUTIONS, 581 HOLBROOK CT #102, LONG BEACH, CA 90803. This Business is conducted by: A CORPORATION. Signed: GUSTAVO CHRISTOPHER NORATO. This statement was filed with the County Clerk of Los Angeles County on 01/09/2023. The registrant(s) has (have) commenced to transact business under the fictitious business name or names listed above on N/A. NOTICE- This Fictitious Name Statement expires five years from the date it was filed in the office of the County Clerk. A new Fictitious Business Name Statement must be filed prior to that date. The filing of this statement does not of itself authorize the use in this state of a Fictitious Business Name in violation of the rights of another under Federal, State, or common law (See section 14411 et seq. Business and Professions Code). bbox=[460, 268, 676, 439]
notice-heading: FICTITIOUS BUSINESS NAME STATEMENT bbox=[234, 1008, 406, 1019]
notice-file-number: File No. 2023005127 bbox=[911, 557, 983, 568]
legal-notice bbox=[1138, 1175, 1353, 1296]
notice-body: The following person(s) is (are) doing business as: INCEPTION TECH LTD, 9325 CANOGA AVE 327 WOODLAND HILLS, CA 91367. Full name of registrant(s) is (are) INCEPTION TECHNOLOGY INC, 9325 CANOGA AVE 327 WOODLAND HILLS, CA 91367. This Business is conducted by: A CORPORATION. Signed: INCEPTION TECHNOLOGY INC, ANTONIO ZAYNE, CEO. This statement was filed with the County Clerk of Los Angeles County on 01/04/2023. bbox=[911, 837, 1127, 918]
notice-heading: FICTITIOUS BUSINESS NAME STATEMENT bbox=[8, 549, 180, 559]
notice-file-number: File No. 2023011901 bbox=[8, 558, 79, 569]
notice-heading: FICTITIOUS BUSINESS NAME STATEMENT bbox=[234, 2191, 406, 2202]
notice-heading: FICTITIOUS BUSINESS NAME STATEMENT bbox=[1137, 416, 1311, 427]
notice-heading: FICTITIOUS BUSINESS NAME STATEMENT bbox=[460, 648, 632, 658]
notice-body: The following person(s) is (are) doing business as: GAMBOA MAINTENANCE, 1330 S WORKMAN AVE, WEST COVINA, CA 91790. Full name of registrant(s) is (are) JOSE LUIS GAMBOA AGUILAR, 1330 S WORKMAN AVE, WEST COVINA, CA 91790. This Business is conducted by: AN INDIVIDUAL. Signed: JOSE LUIS GAMBOA AGUILAR, OWNER. This statement was filed with the County Clerk of Los Angeles County on 01/11/2023. The registrant(s) has (have) commenced to transact business under the fictitious business name or names listed above on N/A. NOTICE- This Fictitious Name Statement expires five years from the date it was filed in the office of the County Clerk. bbox=[234, 1871, 450, 1992]
notice-body: The following person(s) is (are) doing business as: HAJIAN ACCOUNTING SERVICES, 6617 MORSE AVE, NORTH HOLLYWOOD, CA 91606. Full name of registrant(s) is (are) GEVORK HAJIAN, 6617 MORSE AVE, NORTH HOLLYWOOD, CA 91606. This Business is conducted by: AN INDIVIDUAL. Signed: GEVORK HAJIAN, OWNER. This statement was filed with the County Clerk of Los Angeles County on 01/05/2023. bbox=[911, 1097, 1127, 1178]
notice-file-number: File No. 2023-003087 bbox=[234, 366, 308, 377]
legal-notice bbox=[8, 1221, 223, 1433]
notice-publication: Publish: ES Mountain Views News Dates Pub: Jan 14, 21, 28, Feb 4, 2023 bbox=[685, 1748, 902, 1769]
notice-publication: Publish: Mountain Views-News/JDC Dates Pub: JAN 14, 21, 28, FEB 4, 2023 bbox=[460, 620, 676, 640]
notice-column bbox=[8, 78, 228, 2545]
notice-body: The following person(s) is (are) doing business as: RUBENS STUCCO, 13322 PINNEY ST, PACOIMA, CA 91331. Full name of registrant(s) is (are) RUBEN HERNANDEZ, 13322 PINNEY ST, PACOIMA, CA 91331. This Business is conducted by: AN INDIVIDUAL. Signed: RUBEN GARCIA HERNANDEZ, OWNER. This statement was filed with the County Clerk of Los Angeles County on 12/29/2022. bbox=[1137, 826, 1354, 897]
notice-publication: Publish: Mountain Views-News/JDC Dates Pub: JAN 14, 21, 28, FEB 4, 2023 bbox=[685, 788, 902, 809]
notice-heading: FICTITIOUS BUSINESS NAME STATEMENT bbox=[685, 1158, 859, 1168]
notice-publication: Publish: Mountain Views-News/JDC Dates Pub: JAN 14, 21, 28, FEB 4, 2023 bbox=[460, 1490, 676, 1511]
notice-file-number: File No. 2023-008170 bbox=[234, 2201, 308, 2211]
notice-heading: FICTITIOUS BUSINESS NAME STATEMENT bbox=[460, 1349, 632, 1359]
notice-file-number: File No. 2023011966 bbox=[8, 779, 79, 790]
notice-body: The following person(s) is (are) doing business as: DISCOUNT BRAKE AUTO, 6316 SEPULVEDA BLVD, VAN NUYS, CA 91411. Full name of registrant(s) is (are) ISRAEL VASQUEZ PEREZ, 6316 SEPULVEDA BLVD, VAN NUYS, CA 91411. This Business is conducted by: AN INDIVIDUAL. Signed: ISRAEL VASQUEZ PEREZ, OWNER. This statement was filed with the County Clerk of Los Angeles County on 01/06/2023. bbox=[685, 1668, 902, 1749]
notice-file-number: File No. 2023003463 bbox=[685, 1658, 757, 1669]
notice-body: The following person(s) is (are) doing business as: 16417 RINALDI ST GRANADA HILLS, CA 91344. Full name of registrant(s) is (are) SAMUEL AKOPYAN 16417 RINALDI ST GRANADA HILLS, CA 91344. This Business is conducted by: AN INDIVIDUAL. Signed: SAMUEL AKOPYAN, OWNER. This statement was filed with the County Clerk of Los Angeles County on 01/09/2023. The registrant(s) has (have) commenced to transact business under the fictitious business name or names listed above on N/A. bbox=[911, 697, 1127, 788]
legal-notice bbox=[686, 327, 902, 478]
notice-heading: FICTITIOUS BUSINESS NAME STATEMENT bbox=[685, 987, 859, 998]
notice-file-number: File No. 2023-001790 bbox=[460, 1529, 534, 1540]
notice-body: The following person(s) is (are) doing business as: BACKYARD RODS, 4206 WOODRUFF AVE, LAKEWOOD, CA 90713. Full name of registrant(s) is (are) DANIEL JOHN RODRIGUEZ, 4206 WOODRUFF AVE, LAKEWOOD, CA 90713. This Business is conducted by: AN INDIVIDUAL. Signed: DANIEL JOHN RODRIGUEZ, OWNER. This statement was filed with the County Clerk of Los Angeles County on 01/03/2023. The registrant(s) has (have) commenced to transact business under the fictitious business name or names listed above on N/A. NOTICE- This Fictitious Name Statement expires five years from the date it was filed in the office of the County Clerk. A new Fictitious Business Name Statement must be filed prior to that date. The filing of this statement does not of itself authorize the use in this state of a Fictitious Business Name in violation of the rights of another under Federal, State, or common law (See section 14411 et seq. Business and Professions Code). bbox=[234, 809, 450, 980]
notice-body: The following person(s) is (are) doing business as: ROSIE'S CAKE 2610 WEST VERDUGO BURBANK, CA 91505 LOS ANGELES COUNTY. Full name of registrant(s) is (are) ROSE ANNA RAYMOND COUSSA 2610 WEST VERDUGO BURBANK, CA 91505. This Business is conducted by: AN INDIVIDUAL. Signed: ROSE ANNA RAYMOND COUSSA, OWNER. This statement was filed with the County Clerk of Los Angeles County on 01/18/2023. The registrant(s) has (have) commenced to transact business under the fictitious business name or names listed above on 01/2023. NOTICE- This Fictitious Name Statement expires five years from the date it was filed in the office of the County Clerk. A new Fictitious Business Name Statement must be filed prior to that date. The filing of this statement does not of itself authorize the use in this state of a Fictitious Business Name in violation of the rights of another under Federal, State, or common law (See section 14411 et seq. Business and Professions Code). bbox=[8, 1241, 224, 1413]
notice-file-number: File No. 2023012547 bbox=[8, 1000, 79, 1010]
notice-file-number: File No. 2022-276411 bbox=[1137, 1315, 1212, 1325]
notice-heading: FICTITIOUS BUSINESS NAME STATEMENT bbox=[234, 788, 406, 799]
notice-file-number: File No. 2023000299 bbox=[911, 957, 983, 968]
legal-notice bbox=[912, 1207, 1127, 1328]
notice-body: The following person(s) is (are) doing business as: VMCOVESIGN, 15900 FOOTHILL BLVD APT 19, SYLMAR, CA 91342. Full name of registrant(s) is (are) VICTOR MANUEL OCHOA, 15900 FOOTHILL BLVD APT 19, SYLMAR, CA 91342. This Business is conducted by: AN INDIVIDUAL. Signed: VICTOR MANUEL OCHOA, OWNER. This statement was filed with the County Clerk of Los Angeles County on 01/06/2023. The registrant(s) has (have) commenced to transact business under the fictitious business name or names listed above on N/A. NOTICE- This Fictitious Name Statement expires five years from the date it was filed in the office of the County Clerk. bbox=[685, 1007, 902, 1129]
notice-publication: Publish: ES Mountain Views News Dates Pub: Jan. 21, 28, FEB. 4, 11, 2023 bbox=[8, 741, 224, 761]
notice-file-number: File No. 2023007132 bbox=[685, 1788, 757, 1797]
notice-publication: Publish: ES Mountain Views News Dates Pub: Jan 14, 21, 28, Feb 4, 2023 bbox=[911, 1177, 1127, 1198]
legal-notice bbox=[234, 1851, 449, 2013]
notice-body: The following person(s) is (are) doing business as: BACK-SAFE TRAINING, 3320 WILSHIRE BLVD LOS ANGELES, CA 90010. Full name of registrant(s) is (are) JOHN RAYMOND ARON, 3320 WILSHIRE BLVD LOS ANGELES, CA 90010. This Business is conducted by: AN INDIVIDUAL. Signed: JOHN RAYMOND ARON, OWNER. This statement was filed with the County Clerk of Los Angeles County on 12/23/2022. bbox=[1137, 1324, 1354, 1406]
notice-file-number: File No. 2023001187 bbox=[1137, 297, 1209, 307]
notice-file-number: File No. 2023000299 bbox=[1137, 566, 1210, 577]
notice-body: The following person(s) is (are) doing business as: JROSAS ENTERTAINMENT INC, 209 WEST 62 ST, LOS ANGELES, CA 90003. bbox=[234, 2211, 450, 2242]
notice-body: The following person(s) is (are) doing business as: HC DEVELOPMENT, 1001 WILSHIRE BLVD SUITE 1200 LOS ANGELES, CA 90017. LOS ANGELES COUNTY. AI #ON C4816016. Full name of registrant(s) is (are) HD3 MARKETING INC 1001 WILSHIRE BLVD SUITE 1200 LOS ANGELES, CA 90017. This Business is conducted by: A CORPORATION. Signed: DWIGHT WILSON ISON COMB, CEO. This statement was filed with the County Clerk of Los Angeles County on 01/09/2023. The registrant(s) has (have) commenced to transact business under the fictitious business name or names listed above on 08/2004. NOTICE- This Fictitious Name Statement expires five years from the date it was filed in the office of the County Clerk. bbox=[911, 238, 1127, 368]
notice-body: The following person(s) is (are) doing business as: MI JALISCO MEXICAN FOOD, 2256 S GAREY AVE, POMONA, CA 91766. Full name of registrant(s) is (are) ERIKA STEFANNY HERRERA LOPEZ, 2256 S GAREY AVE, POMONA, CA 91766; ESTEBAN RODRIGUEZ JAUREGUI, 2256 S GAREY AVE, POMONA, CA 91766. This Business is conducted by: A GENERAL PARTNERSHIP. Signed: ERIKA STEFANNY HERRERA LOPEZ, GENERAL PARTNER. This statement was filed with the County Clerk of Los Angeles County on 01/11/2023. The registrant(s) has (have) commenced to transact business under the fictitious business name or names listed above on N/A. NOTICE- This Fictitious Name Statement expires five years from the date it was filed in the office of the County Clerk. bbox=[460, 839, 676, 980]
legal-notice bbox=[8, 770, 223, 982]
notice-heading: FICTITIOUS BUSINESS NAME STATEMENT bbox=[685, 817, 859, 828]
notice-heading: FICTITIOUS BUSINESS NAME STATEMENT bbox=[8, 78, 180, 87]
legal-notice bbox=[1138, 557, 1353, 678]
notice-heading: FICTITIOUS BUSINESS NAME STATEMENT bbox=[685, 647, 859, 657]
notice-column bbox=[686, 78, 906, 2545]
legal-notice bbox=[460, 468, 675, 640]
notice-file-number: File No. 2023-007602 bbox=[234, 1449, 308, 1460]
notice-body: The following person(s) is (are) doing business as: A G LAWNMOWER SHOP 12707 FOOTHILL BLVD SYLMAR, CA 91342 LOS ANGELES COUNTY. Full name of registrant(s) is (are) ANGEL SANCHEZ GOMEZ 13460 ESTRADA ST PANORAMA CITY, CA 91402. This Business is conducted by: AN INDIVIDUAL. Signed: ANGEL SANCHEZ GOMEZ, OWNER. This statement was filed with the County Clerk of Los Angeles County on 12/28/2022. The registrant(s) has (have) commenced to transact business under the fictitious business name or names listed above on N/A. NOTICE- This Fictitious Name Statement expires five years from the date it was filed in the office of the County Clerk. A new Fictitious Business Name Statement must be filed prior to that date. The filing of this statement does not of itself authorize the use in this state of a Fictitious Business Name in violation of the rights of another under Federal, State, or common law (See section 14411 et seq. Business and Professions Code). bbox=[8, 1902, 224, 2075]
notice-heading: FICTITIOUS BUSINESS NAME STATEMENT bbox=[8, 1662, 180, 1672]
notice-body: The following person(s) is (are) doing business as: TACOS EL RAYO, 8311 1/2 E 31ST, LOS ANGELES, CA 90011. Full name of registrant(s) is (are) NICASIO HUAZO SERRANO, 8311 1/2 E 31ST, LOS ANGELES, CA 90011. This Business is conducted by: AN INDIVIDUAL. Signed: NICASIO HUAZO SERRANO, OWNER. This statement was filed with the County Clerk of Los Angeles County on 01/13/2023. The registrant(s) has (have) commenced to transact business under the fictitious business name or names listed above on N/A. NOTICE- This Fictitious Name Statement expires five years from the date it was filed in the office of the County Clerk. bbox=[685, 347, 902, 459]
notice-body: The following person(s) is (are) doing business as: BEAUTIFUL STRUGGLE 2610 W VERDUGO AVE BURBANK, CA 91505 LOS ANGELES COUNTY. Full name of registrant(s) is (are) LAWRENCE K. MWAURA 2610 W VERDUGO AVE BURBANK, CA 91505. This Business is conducted by: AN INDIVIDUAL. Signed: LAWRENCE K. MWAURA, OWNER. This statement was filed with the County Clerk of Los Angeles County on 01/18/2023. The registrant(s) has (have) commenced to transact business under the fictitious business name or names listed above on 01/2023. NOTICE- This Fictitious Name Statement expires five years from the date it was filed in the office of the County Clerk. A new Fictitious Business Name Statement must be filed prior to that date. The filing of this statement does not of itself authorize the use in this state of a Fictitious Business Name in violation of the rights of another under Federal, State, or common law (See section 14411 et seq. Business and Professions Code). bbox=[8, 1682, 224, 1854]
notice-body: The following person(s) is (are) doing business as: R & B CUTTING SERVICES, 1716 E 58TH PL UNIT #3, LOS ANGELES, CA 90001. Full name of registrant(s) is (are) JORGE ROMERO, 12500 POINSETTIA AVE, EL MONTE, CA 91732. This Business is conducted by: AN INDIVIDUAL. Signed: JORGE ROMERO, OWNER. This statement was filed with the County Clerk of Los Angeles County on 01/03/2023. The registrant(s) has (have) commenced to transact business under the fictitious business name or names listed above on 07/2018. NOTICE- This Fictitious Name Statement expires five years from the date it was filed in the office of the County Clerk. bbox=[460, 1540, 676, 1661]
legal-notice bbox=[460, 78, 675, 239]
notice-heading: FICTITIOUS BUSINESS NAME STATEMENT bbox=[8, 990, 180, 1001]
notice-heading: FICTITIOUS BUSINESS NAME STATEMENT bbox=[911, 217, 1085, 228]
legal-notice bbox=[1138, 926, 1353, 1036]
legal-notice bbox=[1138, 287, 1353, 408]
notice-heading: FICTITIOUS BUSINESS NAME STATEMENT bbox=[460, 1179, 632, 1190]
legal-notice bbox=[460, 1690, 675, 1852]
notice-file-number: File No. 2023-007111 bbox=[460, 1359, 533, 1370]
notice-body: The following person(s) is (are) doing business as: DULLAH P SERIES, 26574 9TH ST APT 210 HIGHLAND, CA 92346. Full name of registrant(s) is (are) ABDULLAH RAHEEM BINTHIAF GRAYSON, 26574 9TH ST APT 210 HIGHLAND, CA 92346. This Business is conducted by: AN INDIVIDUAL. Signed: ABDULLAH RAHEEM BINTHIAF GRAYSON, OWNER. This statement was filed with the County Clerk of Los Angeles County on 01/09/2023. bbox=[911, 567, 1127, 649]
notice-file-number: File No. 2023012787 bbox=[8, 1230, 79, 1241]
notice-publication: Publish: ES Mountain Views News Dates Pub: Jan 14, 21, 28, Feb 4, 2023 bbox=[685, 1618, 902, 1639]
legal-notice bbox=[686, 648, 902, 810]
notice-publication: Publish: Mountain Views-News/JDC Dates Pub: JAN 14, 21, 28, FEB 4, 2023 bbox=[460, 979, 676, 1001]
notice-body: The following person(s) is (are) doing business as: HERMOSILLO POOL PLASTERING, 8739 ORION AVE APT 12, NORTH HILLS, CA 91343. LOS ANGELES COUNTY. Full name of registrant(s) is (are) JULIE DE JESUS HERMOSILLO LOPEZ, 8739 ORION AVE APT 12, NORTH HILLS, CA 91343. This Business is conducted by: A GENERAL PARTNERSHIP. Signed: JAVIER HERMOSILLO, GENERAL PARTNER. This statement was filed with the County Clerk of Los Angeles County on 01/03/2023. bbox=[1137, 436, 1354, 527]
notice-file-number: File No. 2022279250 bbox=[1137, 696, 1210, 707]
notice-file-number: File No. 2022-270065 bbox=[1137, 1185, 1213, 1195]
masthead: Mountain Views-News Saturday, January 21, 2023 bbox=[6, 48, 394, 67]
notice-heading: FICTITIOUS BUSINESS NAME STATEMENT bbox=[911, 817, 1085, 828]
legal-notice bbox=[234, 1440, 449, 1652]
notice-body: The following person(s) is (are) doing business as: ALFA & OMEGA TIRES & PARTS, 31 LANE ST APT B, LONG BEACH, CA 90805. Full name of registrant(s) is (are) EDWIN MARCIAL HERRERA AGUILAR, 30 W SANDY ST APT B, LONG BEACH, CA 90805. This Business is conducted by: AN INDIVIDUAL. Signed: EDWIN MARCIAL HERRERA AGUILAR, OWNER. This statement was filed with the County Clerk of Los Angeles County on 01/09/23. The registrant(s) has (have) commenced to transact business under the fictitious business name or names listed above on N/A. NOTICE- This Fictitious Name Statement expires five years from the date it was filed in the office of the County Clerk. A new Fictitious Business Name Statement must be filed prior to that date. bbox=[8, 2123, 224, 2255]
legal-notice bbox=[460, 1519, 675, 1681]
notice-body: The following person(s) is (are) doing business as: SUPREME MAINTENANCE SERVICES, 414 W 85TH PL, LOS ANGELES, CA 90003. Full name of registrant(s) is (are) MARIO JORDAN GARCIA, 414 W 85TH PL, LOS ANGELES, CA 90003. This Business is conducted by: AN INDIVIDUAL. Signed: MARIO JORDAN GARCIA, OWNER. This statement was filed with the County Clerk of Los Angeles County on 01/09/2023. The registrant(s) has (have) commenced to transact business under the fictitious business name or names listed above on N/A. NOTICE- This Fictitious Name Statement expires five years from the date it was filed in the office of the County Clerk. A new Fictitious Business Name Statement must be filed prior to that date. bbox=[685, 167, 902, 299]
notice-heading: FICTITIOUS BUSINESS NAME STATEMENT bbox=[234, 578, 406, 588]
legal-notice bbox=[1138, 1305, 1353, 1406]
notice-body: The following person(s) is (are) doing business as: ARAGON TRANSPORT, 13665 VAN NUYS BLVD, PACOIMA, CA 91331. Full name of registrant(s) is (are) WAISANA RODRIGUEZ KONGRAT, 13665 VAN NUYS BLVD, PACOIMA, CA 91331. This Business is conducted by: AN INDIVIDUAL. Signed: WAISANA KONGRAT, OWNER. This statement was filed with the County Clerk of Los Angeles County on 01/06/2023. bbox=[911, 1226, 1127, 1308]
notice-body: The following person(s) is (are) doing business as: DR. HANDYMAN, 220 S LAFAYETTE PARK PLACE APT 306, LOS ANGELES, CA 90057. Full name of registrant(s) is (are) PHILIP DAMON WILLIAMS, 220 S LAFAYETTE PARK PLACE APT 306, LOS ANGELES, CA 90057. This Business is conducted by: A CORPORATION. ARTICLE # 4697974 Signed: PHILIP DAMON WILLIAMS, CEO. This statement was filed with the County Clerk of Los Angeles County on 01/11/2023. The registrant(s) has (have) commenced to transact business under the fictitious business name or names listed above on N/A. NOTICE- This Fictitious Name Statement expires five years from the date it was filed in the office of the County Clerk. A new Fictitious Business Name Statement must be filed prior to that date. bbox=[234, 1680, 450, 1823]
notice-publication: Publish: ES Mountain Views News Dates Pub: Jan 7, 14, 21, 28, 2023 bbox=[1137, 257, 1354, 278]
notice-file-number: File No. 2023-007464 bbox=[234, 1229, 308, 1240]
legal-notice bbox=[912, 78, 1127, 208]
notice-publication: Dates Pub: Jan 7, 14, 21, 28, 2023 bbox=[1137, 87, 1253, 98]
notice-publication: Publish: Mountain Views-News/JDC Dates Pub: JAN 14, 21, 28, FEB 4, 2023 bbox=[685, 618, 902, 639]
notice-file-number: STATEMENT OF ABANDONMENT OF USE OF FICTITIOUS BUSINESS NAME bbox=[685, 1337, 902, 1358]
notice-heading: FICTITIOUS BUSINESS NAME STATEMENT bbox=[1137, 1045, 1311, 1056]
notice-file-number: File No. 2023-000790 bbox=[234, 588, 308, 598]
notice-publication: Publish: Mountain Views-News/JDC Dates Pub: JAN 14, 21, 28, FEB 4, 2023 bbox=[234, 1822, 450, 1842]
legal-notice bbox=[686, 1648, 902, 1769]
notice-body: The following person(s) is (are) doing business as: VIP VAULT PARKING, 2119 S LA BREA AVE, LOS ANGELES, CA 90016. Full name of registrant(s) is (are) ANGELAMAR GOLDEN JOHN, 2119 S LA BREA AVE, LOS ANGELES, CA 90016. This Business is conducted by: AN INDIVIDUAL. Signed: ANGELAMAR GOLDEN JOHN, OWNER. This statement was filed with the County Clerk of Los Angeles County on 01/13/2023. The registrant(s) has (have) commenced to transact business under the fictitious business name or names listed above on N/A. NOTICE- This Fictitious Name Statement expires five years from the date it was filed in the office of the County Clerk. bbox=[685, 837, 902, 959]
notice-heading: FICTITIOUS BUSINESS NAME STATEMENT bbox=[234, 1219, 406, 1229]
notice-publication: Publish: ES Mountain Views News Dates Pub: Jan. 21, 28, FEB. 4, 11, 2023 bbox=[8, 289, 224, 309]
notice-publication: Publish: Mountain Views-News/JDC Dates Pub: JAN 14, 21, 28, FEB 4, 2023 bbox=[234, 1191, 450, 1211]
notice-column bbox=[1138, 78, 1357, 2545]
legal-notice bbox=[460, 1179, 675, 1341]
notice-body: The filing of this statement does not of itself authorize the use in this state of a Fictitious Business Name in violation of the rights of another under Federal, State, or common law (See section 14411 et seq. Business and Professions Code). bbox=[685, 78, 902, 118]
notice-publication: Publish: ES Mountain Views News Dates Pub: DEC 31, 2022, JAN 07, 14, 21, 2023 bbox=[1137, 1146, 1354, 1166]
notice-heading: FICTITIOUS BUSINESS NAME STATEMENT bbox=[685, 327, 859, 337]
notice-heading: FICTITIOUS BUSINESS NAME STATEMENT bbox=[911, 946, 1085, 957]
legal-notice bbox=[460, 248, 675, 461]
legal-notice bbox=[460, 649, 675, 811]
notice-heading: FICTITIOUS BUSINESS NAME STATEMENT bbox=[234, 1440, 406, 1450]
legal-notice bbox=[234, 78, 449, 128]
notice-publication: Publish: ES Mountain Views News Dates Pub: Jan 14, 21, 28, Feb 4, 2023 bbox=[911, 648, 1127, 669]
notice-file-number: File No. 2023-007221 bbox=[460, 828, 534, 839]
notice-heading: FICTITIOUS BUSINESS NAME STATEMENT bbox=[460, 247, 632, 258]
notice-file-number: File No. 2023-008814 bbox=[685, 1167, 760, 1178]
notice-publication: Publish: Mountain Views-News/JDC Dates Pub: JAN 14, 21, 28, FEB 4, 2023 bbox=[460, 1150, 676, 1170]
notice-heading: FICTITIOUS BUSINESS NAME STATEMENT bbox=[460, 818, 632, 829]
